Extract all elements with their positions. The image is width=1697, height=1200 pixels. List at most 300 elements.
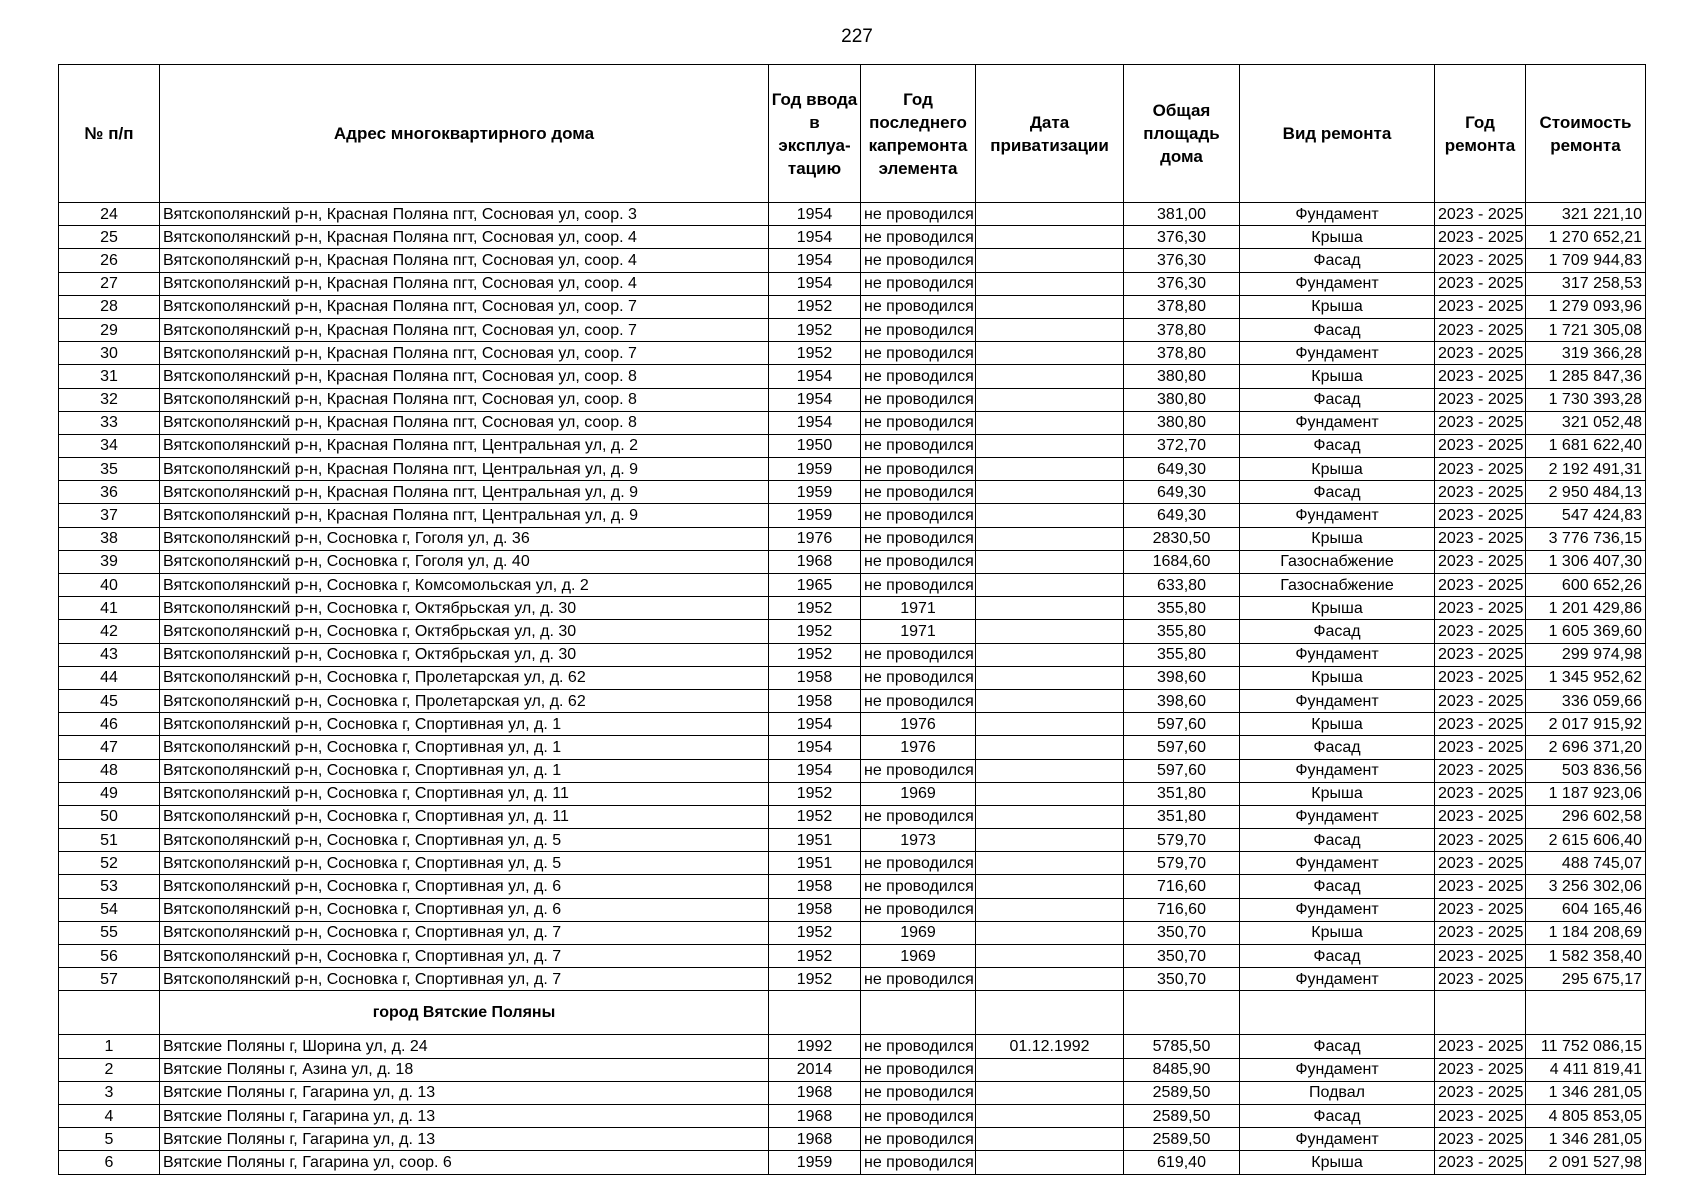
cell-num: 45 [59,689,160,712]
cell-last-repair: не проводился [861,759,976,782]
table-row [59,643,1646,666]
cell-num: 43 [59,643,160,666]
cell-repair-year: 2023 - 2025 [1435,643,1526,666]
cell-repair-year: 2023 - 2025 [1435,1128,1526,1151]
cell-last-repair: не проводился [861,458,976,481]
col-header-repair-type: Вид ремонта [1240,65,1435,203]
cell-year-built: 1952 [769,295,861,318]
cell-repair-year: 2023 - 2025 [1435,968,1526,991]
cell-year-built: 1954 [769,759,861,782]
cell-cost: 488 745,07 [1526,852,1646,875]
cell-cost: 1 306 407,30 [1526,550,1646,573]
cell-area: 597,60 [1124,736,1240,759]
cell-area: 376,30 [1124,272,1240,295]
col-header-year-built: Год ввода в эксплуа-тацию [769,65,861,203]
cell-area: 649,30 [1124,481,1240,504]
cell-last-repair: не проводился [861,504,976,527]
repair-register-table [58,64,1646,1175]
cell-year-built: 1954 [769,249,861,272]
cell-address: Вятскополянский р-н, Красная Поляна пгт, Центральная ул, д. 9 [160,458,769,481]
cell-repair-year: 2023 - 2025 [1435,342,1526,365]
cell-year-built: 1965 [769,574,861,597]
section-empty-cell [1435,991,1526,1035]
cell-repair-type: Крыша [1240,365,1435,388]
cell-privatization [976,249,1124,272]
cell-privatization [976,852,1124,875]
cell-repair-year: 2023 - 2025 [1435,504,1526,527]
cell-year-built: 1952 [769,945,861,968]
cell-last-repair: не проводился [861,272,976,295]
cell-last-repair: не проводился [861,434,976,457]
section-empty-cell [861,991,976,1035]
cell-cost: 321 052,48 [1526,411,1646,434]
cell-year-built: 1954 [769,388,861,411]
cell-privatization [976,689,1124,712]
cell-address: Вятскополянский р-н, Красная Поляна пгт, Сосновая ул, соор. 7 [160,318,769,341]
cell-area: 376,30 [1124,226,1240,249]
cell-cost: 1 285 847,36 [1526,365,1646,388]
cell-num: 57 [59,968,160,991]
table-row [59,921,1646,944]
cell-last-repair: не проводился [861,411,976,434]
cell-privatization [976,434,1124,457]
cell-address: Вятскополянский р-н, Красная Поляна пгт, Сосновая ул, соор. 3 [160,203,769,226]
cell-year-built: 1954 [769,365,861,388]
table-row [59,945,1646,968]
cell-repair-year: 2023 - 2025 [1435,736,1526,759]
cell-num: 41 [59,597,160,620]
table-row [59,527,1646,550]
cell-last-repair: не проводился [861,574,976,597]
cell-area: 649,30 [1124,458,1240,481]
cell-address: Вятскополянский р-н, Сосновка г, Спортивная ул, д. 6 [160,898,769,921]
cell-privatization [976,272,1124,295]
cell-address: Вятскополянский р-н, Красная Поляна пгт, Центральная ул, д. 2 [160,434,769,457]
cell-year-built: 1952 [769,805,861,828]
cell-privatization [976,411,1124,434]
cell-area: 350,70 [1124,968,1240,991]
cell-repair-year: 2023 - 2025 [1435,388,1526,411]
cell-cost: 600 652,26 [1526,574,1646,597]
cell-year-built: 1958 [769,898,861,921]
col-header-area: Общая площадь дома [1124,65,1240,203]
table-row [59,504,1646,527]
cell-repair-year: 2023 - 2025 [1435,759,1526,782]
cell-repair-year: 2023 - 2025 [1435,458,1526,481]
cell-privatization [976,1104,1124,1127]
cell-privatization [976,968,1124,991]
cell-address: Вятскополянский р-н, Красная Поляна пгт, Сосновая ул, соор. 8 [160,388,769,411]
table-row [59,226,1646,249]
cell-cost: 1 681 622,40 [1526,434,1646,457]
cell-area: 378,80 [1124,295,1240,318]
cell-repair-type: Фундамент [1240,1128,1435,1151]
cell-address: Вятскополянский р-н, Сосновка г, Гоголя ул, д. 40 [160,550,769,573]
cell-num: 51 [59,829,160,852]
table-row [59,1058,1646,1081]
cell-privatization [976,1081,1124,1104]
cell-num: 28 [59,295,160,318]
cell-area: 350,70 [1124,945,1240,968]
cell-area: 351,80 [1124,782,1240,805]
cell-last-repair: не проводился [861,1035,976,1058]
section-empty-cell [1124,991,1240,1035]
cell-year-built: 1958 [769,689,861,712]
cell-last-repair: 1973 [861,829,976,852]
cell-year-built: 1952 [769,620,861,643]
cell-privatization [976,805,1124,828]
cell-repair-year: 2023 - 2025 [1435,921,1526,944]
cell-cost: 2 615 606,40 [1526,829,1646,852]
cell-cost: 321 221,10 [1526,203,1646,226]
table-row [59,666,1646,689]
cell-privatization [976,458,1124,481]
cell-year-built: 1952 [769,643,861,666]
table-row [59,203,1646,226]
cell-privatization [976,342,1124,365]
cell-year-built: 1952 [769,597,861,620]
cell-num: 42 [59,620,160,643]
cell-repair-year: 2023 - 2025 [1435,1058,1526,1081]
cell-privatization [976,226,1124,249]
cell-privatization [976,1128,1124,1151]
cell-repair-year: 2023 - 2025 [1435,945,1526,968]
section-empty-cell [1526,991,1646,1035]
cell-last-repair: не проводился [861,550,976,573]
cell-repair-type: Фундамент [1240,411,1435,434]
cell-last-repair: 1971 [861,620,976,643]
cell-address: Вятскополянский р-н, Красная Поляна пгт, Центральная ул, д. 9 [160,504,769,527]
cell-privatization [976,736,1124,759]
table-row [59,968,1646,991]
cell-num: 38 [59,527,160,550]
table-row [59,249,1646,272]
cell-area: 8485,90 [1124,1058,1240,1081]
cell-repair-type: Газоснабжение [1240,550,1435,573]
cell-address: Вятскополянский р-н, Сосновка г, Спортивная ул, д. 7 [160,921,769,944]
cell-area: 381,00 [1124,203,1240,226]
cell-num: 44 [59,666,160,689]
table-row [59,1104,1646,1127]
cell-num: 31 [59,365,160,388]
cell-repair-type: Крыша [1240,713,1435,736]
cell-address: Вятскополянский р-н, Красная Поляна пгт, Сосновая ул, соор. 4 [160,226,769,249]
cell-privatization [976,295,1124,318]
cell-num: 2 [59,1058,160,1081]
cell-repair-year: 2023 - 2025 [1435,527,1526,550]
table-row [59,782,1646,805]
cell-privatization: 01.12.1992 [976,1035,1124,1058]
cell-repair-year: 2023 - 2025 [1435,226,1526,249]
cell-repair-type: Фундамент [1240,1058,1435,1081]
cell-area: 380,80 [1124,411,1240,434]
table-row [59,550,1646,573]
cell-cost: 317 258,53 [1526,272,1646,295]
table-row [59,458,1646,481]
cell-num: 53 [59,875,160,898]
cell-repair-type: Фасад [1240,620,1435,643]
table-header-row [59,65,1646,203]
cell-last-repair: не проводился [861,689,976,712]
cell-privatization [976,759,1124,782]
cell-repair-type: Фасад [1240,318,1435,341]
cell-privatization [976,945,1124,968]
cell-year-built: 1954 [769,713,861,736]
cell-last-repair: не проводился [861,365,976,388]
cell-repair-year: 2023 - 2025 [1435,1035,1526,1058]
cell-address: Вятскополянский р-н, Красная Поляна пгт, Сосновая ул, соор. 7 [160,342,769,365]
section-row [59,991,1646,1035]
cell-area: 380,80 [1124,365,1240,388]
section-empty-cell [976,991,1124,1035]
cell-privatization [976,388,1124,411]
cell-last-repair: не проводился [861,852,976,875]
cell-repair-type: Фундамент [1240,805,1435,828]
cell-repair-year: 2023 - 2025 [1435,365,1526,388]
cell-last-repair: не проводился [861,203,976,226]
cell-repair-year: 2023 - 2025 [1435,898,1526,921]
table-row [59,388,1646,411]
cell-repair-type: Фундамент [1240,898,1435,921]
cell-cost: 3 776 736,15 [1526,527,1646,550]
cell-area: 2589,50 [1124,1081,1240,1104]
cell-area: 378,80 [1124,318,1240,341]
cell-year-built: 1959 [769,1151,861,1174]
cell-repair-type: Фундамент [1240,759,1435,782]
cell-last-repair: не проводился [861,342,976,365]
cell-privatization [976,643,1124,666]
cell-cost: 2 950 484,13 [1526,481,1646,504]
cell-cost: 1 346 281,05 [1526,1081,1646,1104]
cell-area: 376,30 [1124,249,1240,272]
cell-repair-year: 2023 - 2025 [1435,875,1526,898]
cell-repair-type: Фасад [1240,1035,1435,1058]
cell-year-built: 1954 [769,411,861,434]
cell-year-built: 1952 [769,968,861,991]
cell-last-repair: 1971 [861,597,976,620]
cell-repair-year: 2023 - 2025 [1435,318,1526,341]
cell-repair-type: Крыша [1240,226,1435,249]
cell-area: 5785,50 [1124,1035,1240,1058]
cell-repair-year: 2023 - 2025 [1435,805,1526,828]
cell-repair-type: Фасад [1240,249,1435,272]
cell-num: 6 [59,1151,160,1174]
cell-num: 29 [59,318,160,341]
cell-repair-type: Крыша [1240,597,1435,620]
cell-repair-type: Фасад [1240,829,1435,852]
cell-last-repair: не проводился [861,481,976,504]
cell-area: 398,60 [1124,689,1240,712]
cell-area: 350,70 [1124,921,1240,944]
cell-privatization [976,1058,1124,1081]
cell-address: Вятскополянский р-н, Сосновка г, Октябрьская ул, д. 30 [160,597,769,620]
cell-cost: 4 805 853,05 [1526,1104,1646,1127]
cell-year-built: 1951 [769,829,861,852]
section-empty-cell [59,991,160,1035]
cell-repair-year: 2023 - 2025 [1435,597,1526,620]
table-body [59,203,1646,1175]
cell-repair-year: 2023 - 2025 [1435,203,1526,226]
cell-area: 633,80 [1124,574,1240,597]
cell-year-built: 1968 [769,1128,861,1151]
cell-area: 579,70 [1124,852,1240,875]
cell-repair-year: 2023 - 2025 [1435,272,1526,295]
cell-year-built: 1959 [769,481,861,504]
cell-num: 4 [59,1104,160,1127]
table-row [59,1128,1646,1151]
cell-privatization [976,365,1124,388]
cell-repair-year: 2023 - 2025 [1435,666,1526,689]
cell-last-repair: 1969 [861,782,976,805]
table-row [59,805,1646,828]
table-row [59,342,1646,365]
table-row [59,295,1646,318]
cell-num: 56 [59,945,160,968]
cell-address: Вятскополянский р-н, Сосновка г, Гоголя ул, д. 36 [160,527,769,550]
cell-privatization [976,875,1124,898]
cell-cost: 1 709 944,83 [1526,249,1646,272]
cell-repair-type: Фундамент [1240,504,1435,527]
table-row [59,574,1646,597]
table-row [59,1151,1646,1174]
cell-privatization [976,666,1124,689]
cell-address: Вятскополянский р-н, Сосновка г, Спортивная ул, д. 1 [160,713,769,736]
cell-repair-year: 2023 - 2025 [1435,620,1526,643]
cell-repair-type: Фасад [1240,875,1435,898]
cell-year-built: 1954 [769,272,861,295]
cell-repair-type: Фасад [1240,1104,1435,1127]
cell-area: 398,60 [1124,666,1240,689]
cell-repair-type: Фундамент [1240,689,1435,712]
cell-last-repair: 1969 [861,945,976,968]
cell-area: 372,70 [1124,434,1240,457]
cell-address: Вятские Поляны г, Гагарина ул, д. 13 [160,1081,769,1104]
table-row [59,1035,1646,1058]
cell-year-built: 1951 [769,852,861,875]
cell-num: 55 [59,921,160,944]
cell-last-repair: не проводился [861,527,976,550]
col-header-cost: Стоимость ремонта [1526,65,1646,203]
table-row [59,481,1646,504]
cell-area: 355,80 [1124,620,1240,643]
cell-area: 355,80 [1124,643,1240,666]
table-row [59,875,1646,898]
cell-cost: 1 346 281,05 [1526,1128,1646,1151]
cell-repair-year: 2023 - 2025 [1435,782,1526,805]
cell-cost: 4 411 819,41 [1526,1058,1646,1081]
table-row [59,318,1646,341]
cell-repair-year: 2023 - 2025 [1435,434,1526,457]
cell-cost: 1 582 358,40 [1526,945,1646,968]
cell-area: 351,80 [1124,805,1240,828]
cell-repair-type: Фундамент [1240,643,1435,666]
cell-cost: 295 675,17 [1526,968,1646,991]
table-row [59,1081,1646,1104]
cell-address: Вятскополянский р-н, Сосновка г, Спортивная ул, д. 11 [160,782,769,805]
cell-area: 716,60 [1124,898,1240,921]
cell-repair-year: 2023 - 2025 [1435,829,1526,852]
cell-address: Вятские Поляны г, Гагарина ул, соор. 6 [160,1151,769,1174]
table-row [59,411,1646,434]
cell-num: 52 [59,852,160,875]
cell-repair-type: Фасад [1240,434,1435,457]
cell-address: Вятскополянский р-н, Сосновка г, Пролетарская ул, д. 62 [160,689,769,712]
cell-cost: 296 602,58 [1526,805,1646,828]
cell-year-built: 1954 [769,203,861,226]
cell-privatization [976,203,1124,226]
cell-last-repair: не проводился [861,1151,976,1174]
cell-repair-year: 2023 - 2025 [1435,713,1526,736]
cell-repair-type: Крыша [1240,527,1435,550]
cell-year-built: 1954 [769,736,861,759]
cell-num: 33 [59,411,160,434]
cell-cost: 3 256 302,06 [1526,875,1646,898]
cell-repair-type: Фасад [1240,736,1435,759]
cell-last-repair: 1976 [861,713,976,736]
cell-num: 47 [59,736,160,759]
cell-repair-year: 2023 - 2025 [1435,852,1526,875]
cell-address: Вятскополянский р-н, Красная Поляна пгт, Сосновая ул, соор. 8 [160,411,769,434]
cell-repair-type: Фундамент [1240,272,1435,295]
cell-address: Вятскополянский р-н, Сосновка г, Спортивная ул, д. 11 [160,805,769,828]
cell-privatization [976,481,1124,504]
cell-cost: 11 752 086,15 [1526,1035,1646,1058]
cell-address: Вятскополянский р-н, Красная Поляна пгт, Сосновая ул, соор. 4 [160,249,769,272]
cell-cost: 547 424,83 [1526,504,1646,527]
cell-cost: 2 192 491,31 [1526,458,1646,481]
cell-num: 46 [59,713,160,736]
table-row [59,759,1646,782]
cell-last-repair: не проводился [861,805,976,828]
cell-last-repair: не проводился [861,226,976,249]
cell-repair-type: Крыша [1240,458,1435,481]
cell-area: 597,60 [1124,759,1240,782]
cell-address: Вятскополянский р-н, Сосновка г, Октябрьская ул, д. 30 [160,620,769,643]
page-number: 227 [841,26,873,47]
cell-address: Вятские Поляны г, Азина ул, д. 18 [160,1058,769,1081]
cell-repair-type: Фасад [1240,945,1435,968]
cell-repair-year: 2023 - 2025 [1435,574,1526,597]
cell-area: 619,40 [1124,1151,1240,1174]
cell-last-repair: 1969 [861,921,976,944]
cell-area: 355,80 [1124,597,1240,620]
cell-last-repair: не проводился [861,1081,976,1104]
cell-last-repair: не проводился [861,388,976,411]
cell-privatization [976,550,1124,573]
cell-num: 39 [59,550,160,573]
cell-area: 716,60 [1124,875,1240,898]
table-row [59,898,1646,921]
cell-year-built: 1952 [769,921,861,944]
cell-address: Вятские Поляны г, Гагарина ул, д. 13 [160,1128,769,1151]
cell-repair-year: 2023 - 2025 [1435,481,1526,504]
cell-year-built: 1952 [769,782,861,805]
cell-num: 37 [59,504,160,527]
cell-repair-type: Крыша [1240,295,1435,318]
cell-num: 25 [59,226,160,249]
cell-repair-type: Фасад [1240,388,1435,411]
table-row [59,713,1646,736]
cell-address: Вятскополянский р-н, Сосновка г, Комсомольская ул, д. 2 [160,574,769,597]
cell-year-built: 1968 [769,1104,861,1127]
table-row [59,365,1646,388]
cell-area: 579,70 [1124,829,1240,852]
cell-privatization [976,318,1124,341]
cell-repair-type: Крыша [1240,1151,1435,1174]
cell-cost: 1 345 952,62 [1526,666,1646,689]
cell-address: Вятскополянский р-н, Сосновка г, Спортивная ул, д. 7 [160,968,769,991]
table-row [59,620,1646,643]
